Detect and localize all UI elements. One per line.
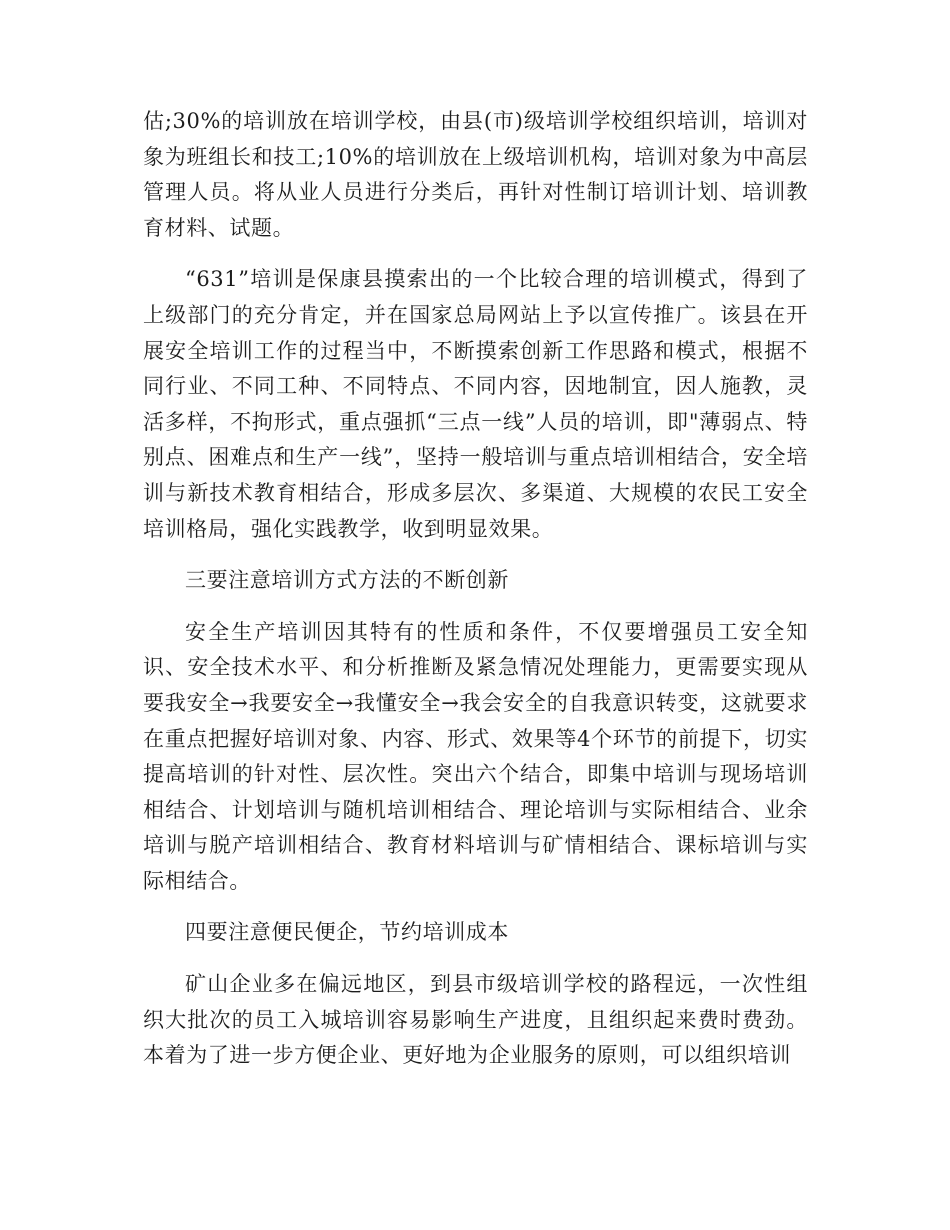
section-heading-convenience: 四要注意便民便企，节约培训成本	[185, 920, 509, 945]
paragraph-631-training-model: “631”培训是保康县摸索出的一个比较合理的培训模式，得到了上级部门的充分肯定，并在国家总局网站上予以宣传推广。该县在开展安全培训工作的过程当中，不断摸索创新工作思路和模式，根据不同行业、不同工种、不同特点、不同内容，因地制宜，因人施教，灵活多样，不拘形式，重点强抓“三点一线”人员的培训，即"薄弱点、特别点、困难点和生产一线”，坚持一般培训与重点培训相结合，安全培训与新技术教育相结合，形成多层次、多渠道、大规模的农民工安全培训格局，强化实践教学，收到明显效果。	[143, 267, 808, 541]
document-body	[143, 104, 808, 1090]
section-heading-innovation: 三要注意培训方式方法的不断创新	[185, 568, 509, 593]
paragraph-mining-enterprises: 矿山企业多在偏远地区，到县市级培训学校的路程远，一次性组织大批次的员工入城培训容易影响生产进度，且组织起来费时费劲。本着为了进一步方便企业、更好地为企业服务的原则，可以组织培训	[143, 972, 808, 1068]
paragraph-training-allocation: 估;30%的培训放在培训学校，由县(市)级培训学校组织培训，培训对象为班组长和技工;10%的培训放在上级培训机构，培训对象为中高层管理人员。将从业人员进行分类后，再针对性制订培训计划、培训教育材料、试题。	[143, 109, 808, 240]
paragraph-training-methods: 安全生产培训因其特有的性质和条件，不仅要增强员工安全知识、安全技术水平、和分析推断及紧急情况处理能力，更需要实现从要我安全→我要安全→我懂安全→我会安全的自我意识转变，这就要求在重点把握好培训对象、内容、形式、效果等4个环节的前提下，切实提高培训的针对性、层次性。突出六个结合，即集中培训与现场培训相结合、计划培训与随机培训相结合、理论培训与实际相结合、业余培训与脱产培训相结合、教育材料培训与矿情相结合、课标培训与实际相结合。	[143, 619, 808, 893]
